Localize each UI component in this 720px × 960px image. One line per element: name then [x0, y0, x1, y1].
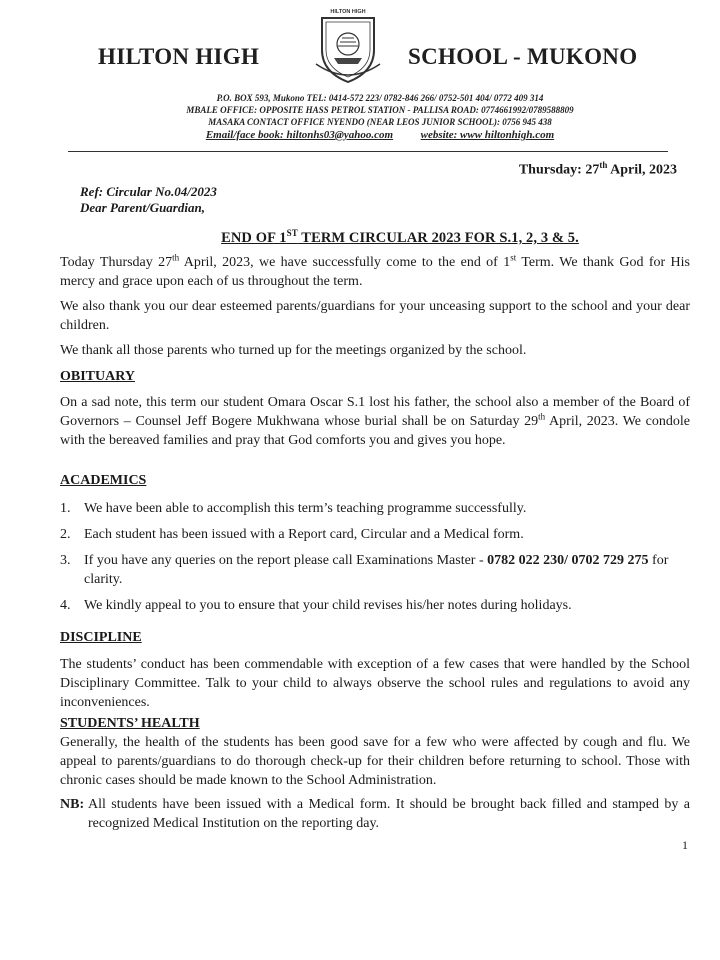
- health-heading: STUDENTS’ HEALTH: [60, 716, 200, 731]
- letter-date: Thursday: 27th April, 2023: [518, 160, 677, 178]
- school-crest-icon: [312, 6, 384, 86]
- svg-text:HILTON HIGH: HILTON HIGH: [330, 9, 366, 15]
- contact-block: [60, 92, 700, 142]
- header-divider: [68, 151, 668, 152]
- school-name-left: HILTON HIGH: [98, 44, 260, 69]
- contact-line: MASAKA CONTACT OFFICE NYENDO (NEAR LEOS JUNIOR SCHOOL): 0756 945 438: [208, 117, 552, 127]
- email-link[interactable]: Email/face book: hiltonhs03@yahoo.com: [205, 129, 394, 141]
- intro-paragraph-3: We thank all those parents who turned up for the meetings organized by the school.: [60, 343, 527, 358]
- reference-block: [80, 184, 217, 216]
- contact-line: P.O. BOX 593, Mukono TEL: 0414-572 223/ 0782-846 266/ 0752-501 404/ 0772 409 314: [216, 93, 544, 103]
- intro-paragraph-2: We also thank you our dear esteemed parents/guardians for your unceasing support to the school and your dear children.: [60, 299, 690, 333]
- discipline-heading: DISCIPLINE: [60, 630, 142, 645]
- page-number: 1: [682, 838, 688, 852]
- academics-heading: ACADEMICS: [60, 473, 147, 488]
- obituary-paragraph: On a sad note, this term our student Omara Oscar S.1 lost his father, the school also a member of the Board of Governors – Counsel Jeff Bogere Mukhwana whose burial shall be on Saturday 29th April, 2023. We condole with the bereaved families and pray that God comforts you and gives you hope.: [60, 395, 691, 448]
- intro-paragraph-1: Today Thursday 27th April, 2023, we have successfully come to the end of 1st Term. We thank God for His mercy and grace upon each of us throughout the term.: [60, 252, 690, 289]
- school-name-right: SCHOOL - MUKONO: [408, 44, 638, 69]
- health-paragraph: Generally, the health of the students has been good save for a few who were affected by cough and flu. We appeal to parents/guardians to do thorough check-up for their children before returning to school. Those with chronic cases should be made known to the School Administration.: [60, 735, 690, 788]
- circular-reference: Ref: Circular No.04/2023: [80, 184, 217, 199]
- salutation: Dear Parent/Guardian,: [80, 200, 205, 215]
- website-link[interactable]: website: www hiltonhigh.com: [420, 129, 555, 141]
- obituary-heading: OBITUARY: [60, 369, 135, 384]
- circular-page: HILTON HIGH HILTON HIGH SCHOOL - MUKONO P.O. BOX 593, Mukono TEL: 0414-572 223/ 0782-846 266/ 0752-501 404/ 0772 409 314 MBALE OFFICE: OPPOSITE HASS PETROL STATION - PALLISA ROAD: 0774661992/0789588809 MASAKA CONTACT OFFICE NYENDO (NEAR LEOS JUNIOR SCHOOL): 0756 945 438 Email/face book: hiltonhs03@yahoo.com website: www hiltonhigh.com Thursday: 27th April, 2023 Ref: Circular No.04/2023 Dear Parent/Guardian, END OF 1ST TERM CIRCULAR 2023 FOR S.1, 2, 3 & 5. Today Thursday 27th April, 2023, we have successfully come to the end of 1st Term. We thank God for His mercy and grace upon each of us throughout the term. We also thank you our dear esteemed parents/guardians for your unceasing support to the school and your dear children. We thank all those parents who turned up for the meetings organized by the school. OBITUARY On a sad note, this term our student Omara Oscar S.1 lost his father, the school also a member of the Board of Governors – Counsel Jeff Bogere Mukhwana whose burial shall be on Saturday 29th April, 2023. We condole with the bereaved families and pray that God comforts you and gives you hope. ACADEMICS 1. We have been able to accomplish this term’s teaching programme successfully. 2. Each student has been issued with a Report card, Circular and a Medical form. 3. If you have any queries on the report please call Examinations Master - 0782 022 230/ 0702 729 275 for clarity. 4. We kindly appeal to you to ensure that your child revises his/her notes during holidays. DISCIPLINE The students’ conduct has been commendable with exception of a few cases that were handled by the School Disciplinary Committee. Talk to your child to always observe the school rules and regulations to avoid any inconveniences. STUDENTS’ HEALTH Generally, the health of the students has been good save for a few who were affected by cough and flu. We appeal to parents/guardians to do thorough check-up for their children before returning to school. Those with chronic cases should be made known to the School Administration. NB: All students have been issued with a Medical form. It should be brought back filled and stamped by a recognized Medical Institution on the reporting day. 1: [0, 0, 720, 960]
- discipline-paragraph: The students’ conduct has been commendable with exception of a few cases that were handled by the School Disciplinary Committee. Talk to your child to always observe the school rules and regulations to avoid any inconveniences.: [60, 657, 690, 710]
- contact-line: MBALE OFFICE: OPPOSITE HASS PETROL STATION - PALLISA ROAD: 0774661992/0789588809: [186, 105, 574, 115]
- circular-title: END OF 1ST TERM CIRCULAR 2023 FOR S.1, 2, 3 & 5.: [221, 228, 579, 246]
